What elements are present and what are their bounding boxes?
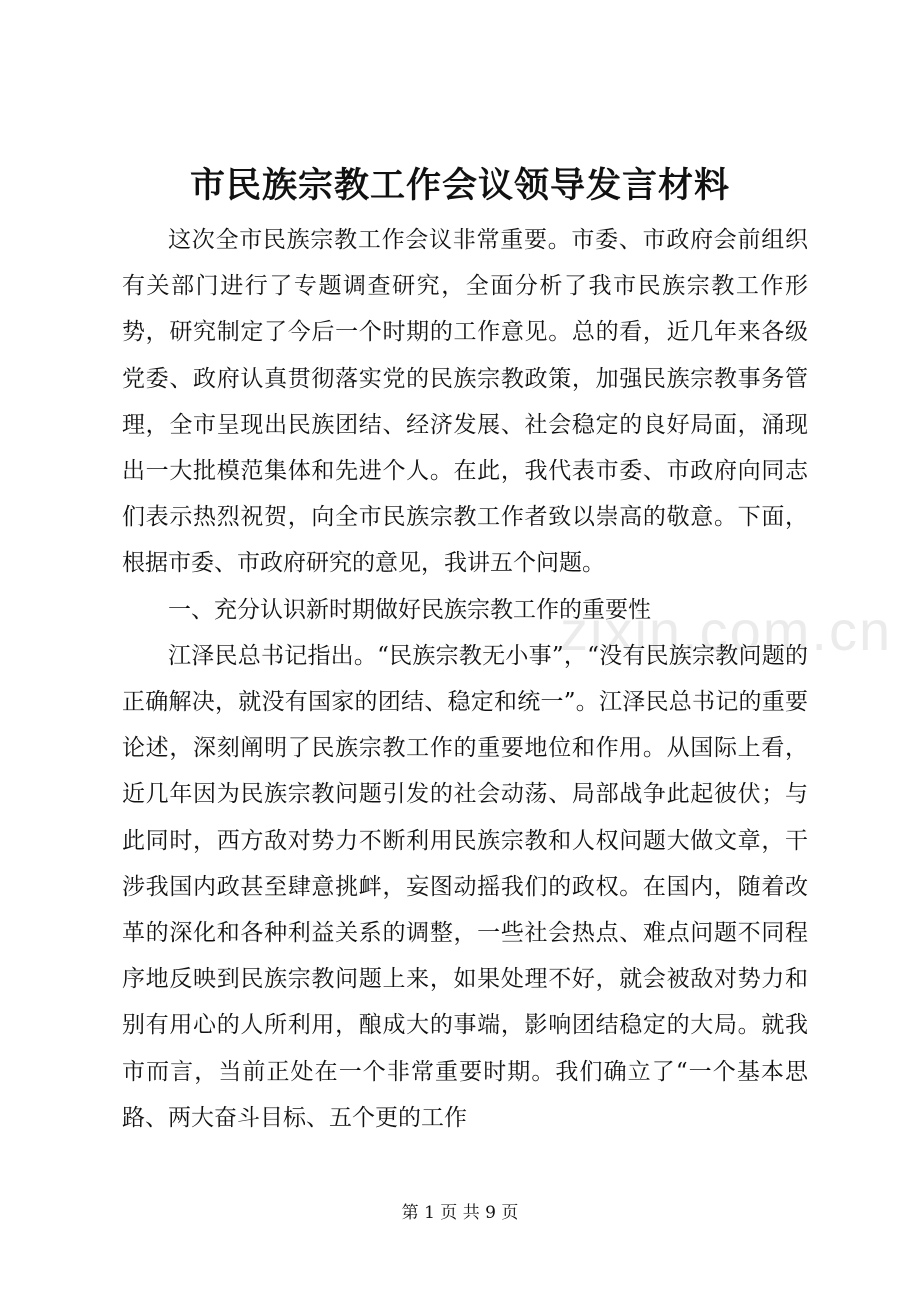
page-footer: 第 1 页 共 9 页	[401, 1203, 519, 1223]
paragraph-section-1: 江泽民总书记指出。“民族宗教无小事”，“没有民族宗教问题的正确解决，就没有国家的团结、稳定和统一”。江泽民总书记的重要论述，深刻阐明了民族宗教工作的重要地位和作用。从国际上看，近几年因为民族宗教问题引发的社会动荡、局部战争此起彼伏；与此同时，西方敌对势力不断利用民族宗教和人权问题大做文章，干涉我国内政甚至肆意挑衅，妄图动摇我们的政权。在国内，随着改革的深化和各种利益关系的调整，一些社会热点、难点问题不同程序地反映到民族宗教问题上来，如果处理不好，就会被敌对势力和别有用心的人所利用，酿成大的事端，影响团结稳定的大局。就我市而言，当前正处在一个非常重要时期。我们确立了“一个基本思路、两大奋斗目标、五个更的工作	[122, 642, 808, 1131]
document-body	[122, 217, 808, 1141]
watermark: zixin.com.cn	[560, 599, 893, 662]
section-heading-1: 一、充分认识新时期做好民族宗教工作的重要性	[168, 596, 651, 623]
document-title: 市民族宗教工作会议领导发言材料	[189, 165, 730, 206]
paragraph-intro: 这次全市民族宗教工作会议非常重要。市委、市政府会前组织有关部门进行了专题调查研究，全面分析了我市民族宗教工作形势，研究制定了今后一个时期的工作意见。总的看，近几年来各级党委、政府认真贯彻落实党的民族宗教政策，加强民族宗教事务管理，全市呈现出民族团结、经济发展、社会稳定的良好局面，涌现出一大批模范集体和先进个人。在此，我代表市委、市政府向同志们表示热烈祝贺，向全市民族宗教工作者致以崇高的敬意。下面，根据市委、市政府研究的意见，我讲五个问题。	[122, 227, 808, 577]
